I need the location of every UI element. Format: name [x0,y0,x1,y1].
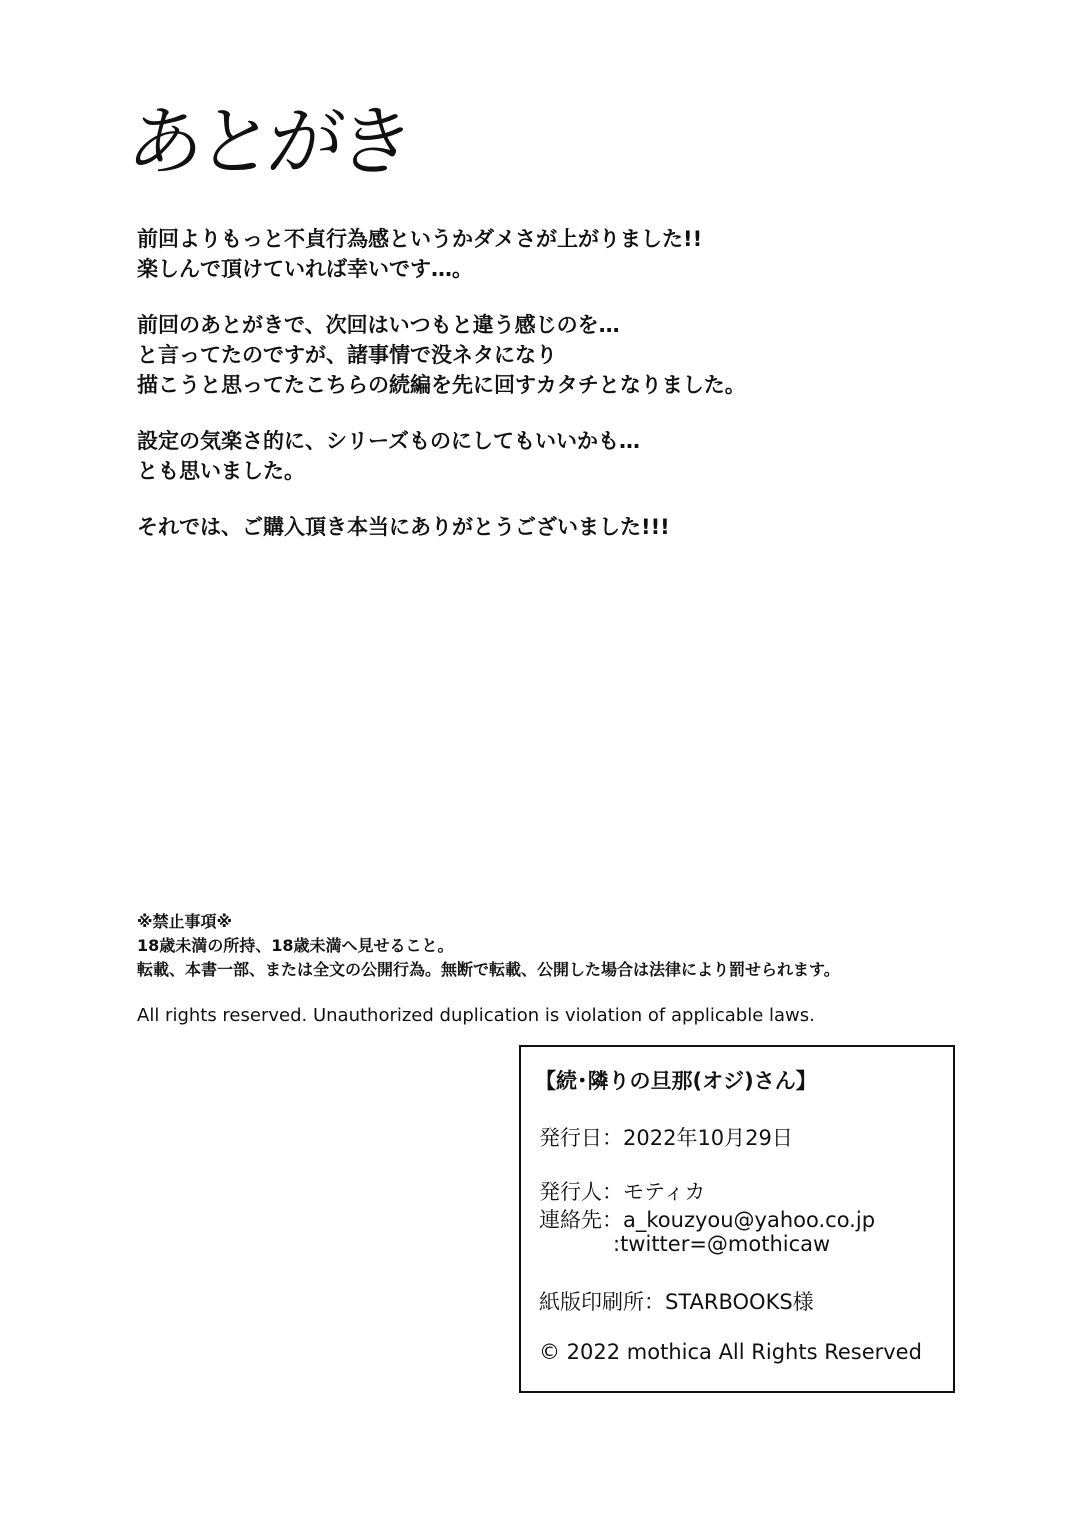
contact-twitter: :twitter=@mothicaw [613,1232,831,1256]
afterword-line: 前回よりもっと不貞行為感というかダメさが上がりました!! [137,227,703,251]
afterword-line: とも思いました。 [137,459,305,483]
book-title: 【続･隣りの旦那(オジ)さん】 [535,1069,817,1093]
afterword-line: 前回のあとがきで、次回はいつもと違う感じのを… [137,313,620,337]
colophon-box [519,1045,955,1393]
copyright: © 2022 mothica All Rights Reserved [539,1340,922,1364]
notice-line: 転載、本書一部、または全文の公開行為。無断で転載、公開した場合は法律により罰せられます。 [137,960,840,979]
afterword-paragraph [137,512,1017,542]
afterword-paragraph [137,426,1017,486]
contact-email: 連絡先：a_kouzyou@yahoo.co.jp [539,1208,876,1232]
afterword-paragraph [137,224,1017,284]
afterword-title: あとがき [123,97,413,186]
afterword-line: 楽しんで頂けていれば幸いです…。 [137,257,473,281]
afterword-line: 描こうと思ってたこちらの続編を先に回すカタチとなりました。 [137,373,746,397]
publisher: 発行人：モティカ [539,1180,706,1204]
issue-date: 発行日：2022年10月29日 [539,1126,793,1150]
notice-heading: ※禁止事項※ [137,912,233,931]
afterword-line: 設定の気楽さ的に、シリーズものにしてもいいかも… [137,429,640,453]
afterword-body [137,224,1017,568]
afterword-line: それでは、ご購入頂き本当にありがとうございました!!! [137,515,670,539]
notice-line: 18歳未満の所持、18歳未満へ見せること。 [137,936,454,955]
rights-statement: All rights reserved. Unauthorized duplication is violation of applicable laws. [137,1005,815,1026]
printer: 紙版印刷所：STARBOOKS様 [539,1290,814,1314]
prohibited-notice [137,910,1017,982]
afterword-paragraph [137,310,1017,400]
afterword-line: と言ってたのですが、諸事情で没ネタになり [137,343,557,367]
